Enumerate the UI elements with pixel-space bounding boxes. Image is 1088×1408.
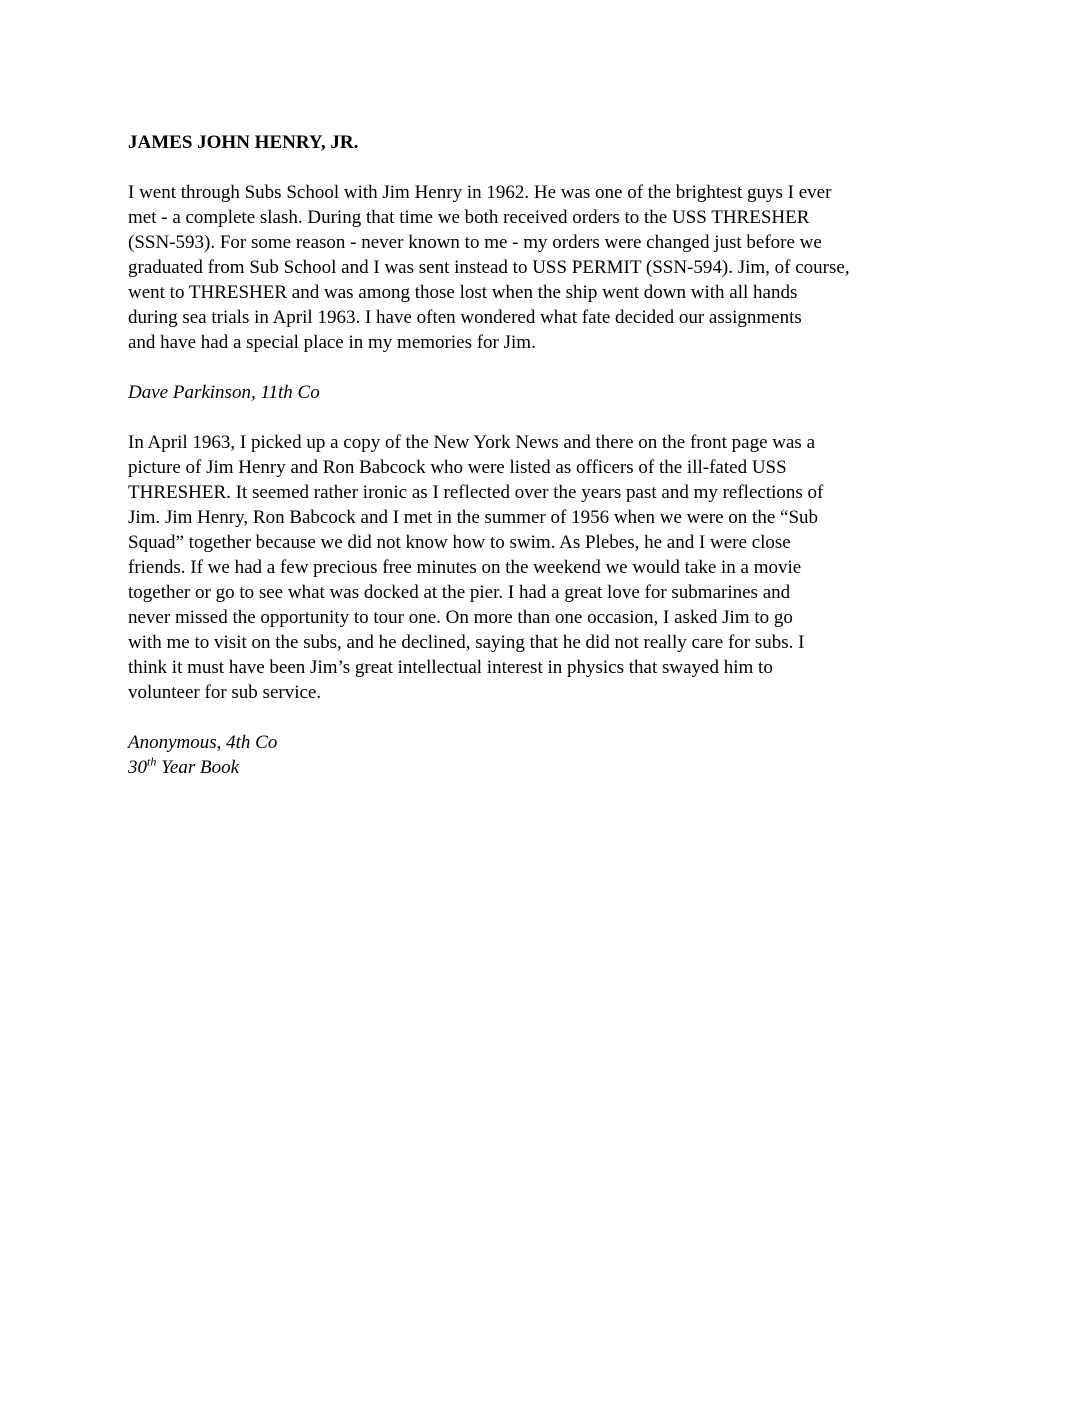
paragraph-line: THRESHER. It seemed rather ironic as I reflected over the years past and my reflections of	[128, 482, 824, 503]
attribution-author: Anonymous, 4th Co	[128, 732, 278, 753]
paragraph-line: never missed the opportunity to tour one. On more than one occasion, I asked Jim to go	[128, 607, 793, 628]
paragraph-line: friends. If we had a few precious free minutes on the weekend we would take in a movie	[128, 557, 802, 578]
paragraph-line: with me to visit on the subs, and he declined, saying that he did not really care for subs. I	[128, 632, 805, 653]
paragraph-line: together or go to see what was docked at the pier. I had a great love for submarines and	[128, 582, 791, 603]
paragraph-line: Squad” together because we did not know how to swim. As Plebes, he and I were close	[128, 532, 791, 553]
paragraph-line: met - a complete slash. During that time we both received orders to the USS THRESHER	[128, 207, 810, 228]
paragraph-line: I went through Subs School with Jim Henry in 1962. He was one of the brightest guys I ever	[128, 182, 832, 203]
paragraph-line: Jim. Jim Henry, Ron Babcock and I met in the summer of 1956 when we were on the “Sub	[128, 507, 819, 528]
paragraph-line: during sea trials in April 1963. I have often wondered what fate decided our assignments	[128, 307, 802, 328]
paragraph-line: went to THRESHER and was among those lost when the ship went down with all hands	[128, 282, 798, 303]
paragraph-line: think it must have been Jim’s great intellectual interest in physics that swayed him to	[128, 657, 773, 678]
paragraph-line: graduated from Sub School and I was sent instead to USS PERMIT (SSN-594). Jim, of course,	[128, 257, 850, 278]
paragraph-line: volunteer for sub service.	[128, 682, 322, 703]
paragraph-line: (SSN-593). For some reason - never known to me - my orders were changed just before we	[128, 232, 822, 253]
document-content	[128, 130, 958, 780]
memory-paragraph-2	[128, 430, 958, 705]
paragraph-line: picture of Jim Henry and Ron Babcock who were listed as officers of the ill-fated USS	[128, 457, 787, 478]
paragraph-line: In April 1963, I picked up a copy of the New York News and there on the front page was a	[128, 432, 815, 453]
paragraph-line: and have had a special place in my memories for Jim.	[128, 332, 536, 353]
source-number: 30	[128, 757, 147, 778]
attribution-source	[128, 755, 958, 780]
source-superscript: th	[147, 754, 157, 769]
source-rest: Year Book	[156, 757, 240, 778]
attribution-1: Dave Parkinson, 11th Co	[128, 382, 320, 403]
attribution-2	[128, 730, 958, 780]
memory-paragraph-1	[128, 180, 958, 355]
page-title: JAMES JOHN HENRY, JR.	[128, 132, 359, 153]
